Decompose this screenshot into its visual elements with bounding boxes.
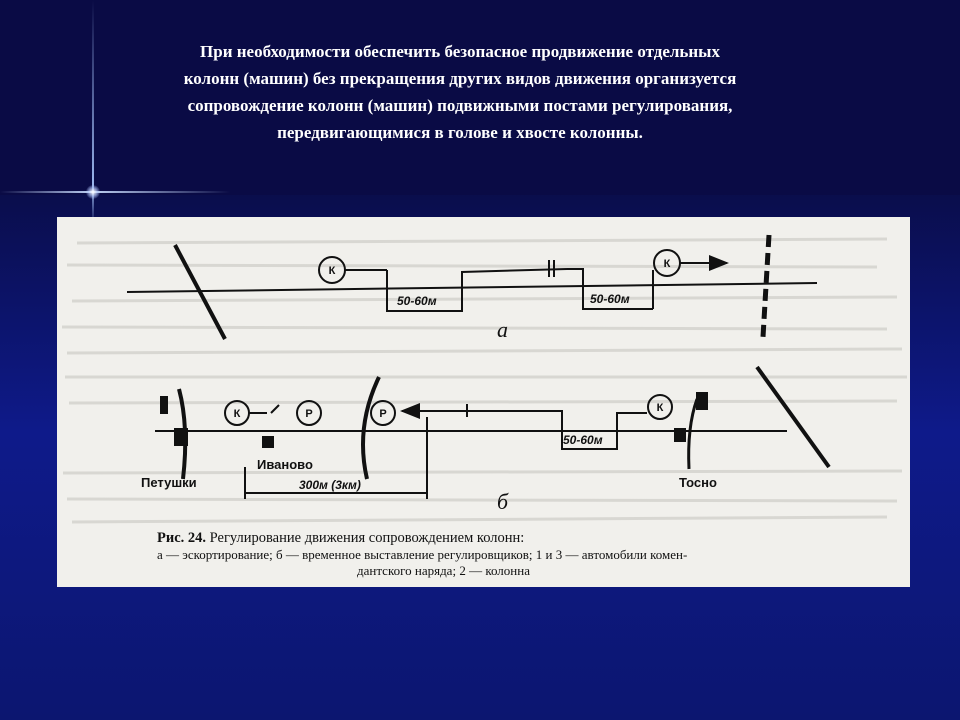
cross-road-a-right	[763, 235, 769, 337]
distance-label-b1: 50-60м	[563, 433, 603, 447]
regulator-mark-5	[697, 393, 707, 409]
commandant-car-2-label: К	[656, 402, 664, 414]
distance-label-b2: 300м (3км)	[299, 478, 361, 492]
light-flare-horizontal	[0, 191, 230, 193]
regulator-mark-3	[263, 437, 273, 447]
distance-label-a1: 50-60м	[397, 294, 437, 308]
cross-road-b-right	[757, 367, 829, 467]
caption-title-text: Регулирование движения сопровождением колонн:	[209, 530, 525, 546]
road-line-a	[127, 283, 817, 292]
figure-caption	[157, 530, 897, 579]
junction-tosno	[689, 399, 697, 469]
figure-scan	[57, 217, 910, 587]
escort-car-rear-label: К	[663, 258, 671, 270]
headline-line-1: При необходимости обеспечить безопасное продвижение отдельных	[200, 42, 720, 61]
town-tosno: Тосно	[679, 475, 717, 490]
headline-line-2: колонн (машин) без прекращения других видов движения организуется	[183, 69, 737, 88]
regulator-car-1-label: Р	[305, 408, 313, 420]
town-petushki: Петушки	[141, 475, 197, 490]
junction-ivanovo	[363, 377, 379, 479]
caption-figure-number: Рис. 24.	[157, 530, 207, 546]
distance-label-a2: 50-60м	[590, 292, 630, 306]
escort-car-lead-label: К	[328, 265, 336, 277]
scheme-a-escort	[127, 235, 817, 339]
regulator-mark-1	[161, 397, 167, 413]
headline-line-3: сопровождение колонн (машин) подвижными постами регулирования,	[187, 96, 733, 115]
caption-line-2: дантского наряда; 2 — колонна	[357, 563, 530, 578]
scheme-b-posts	[155, 367, 829, 499]
light-flare-center	[86, 185, 100, 199]
regulator-car-2-label: Р	[379, 408, 387, 420]
commandant-car-1-label: К	[233, 408, 241, 420]
town-ivanovo: Иваново	[257, 457, 313, 472]
regulator-mark-2	[175, 429, 187, 445]
slide-headline	[20, 38, 900, 146]
regulator-mark-4	[271, 405, 279, 413]
scheme-a-label: а	[497, 317, 508, 342]
caption-line-1: а — эскортирование; б — временное выставление регулировщиков; 1 и 3 — автомобили комен-	[157, 547, 688, 562]
headline-line-4: передвигающимися в голове и хвосте колонны.	[277, 123, 643, 142]
scheme-b-label: б	[497, 489, 509, 514]
caption-title	[157, 530, 897, 547]
regulator-mark-6	[675, 429, 685, 441]
